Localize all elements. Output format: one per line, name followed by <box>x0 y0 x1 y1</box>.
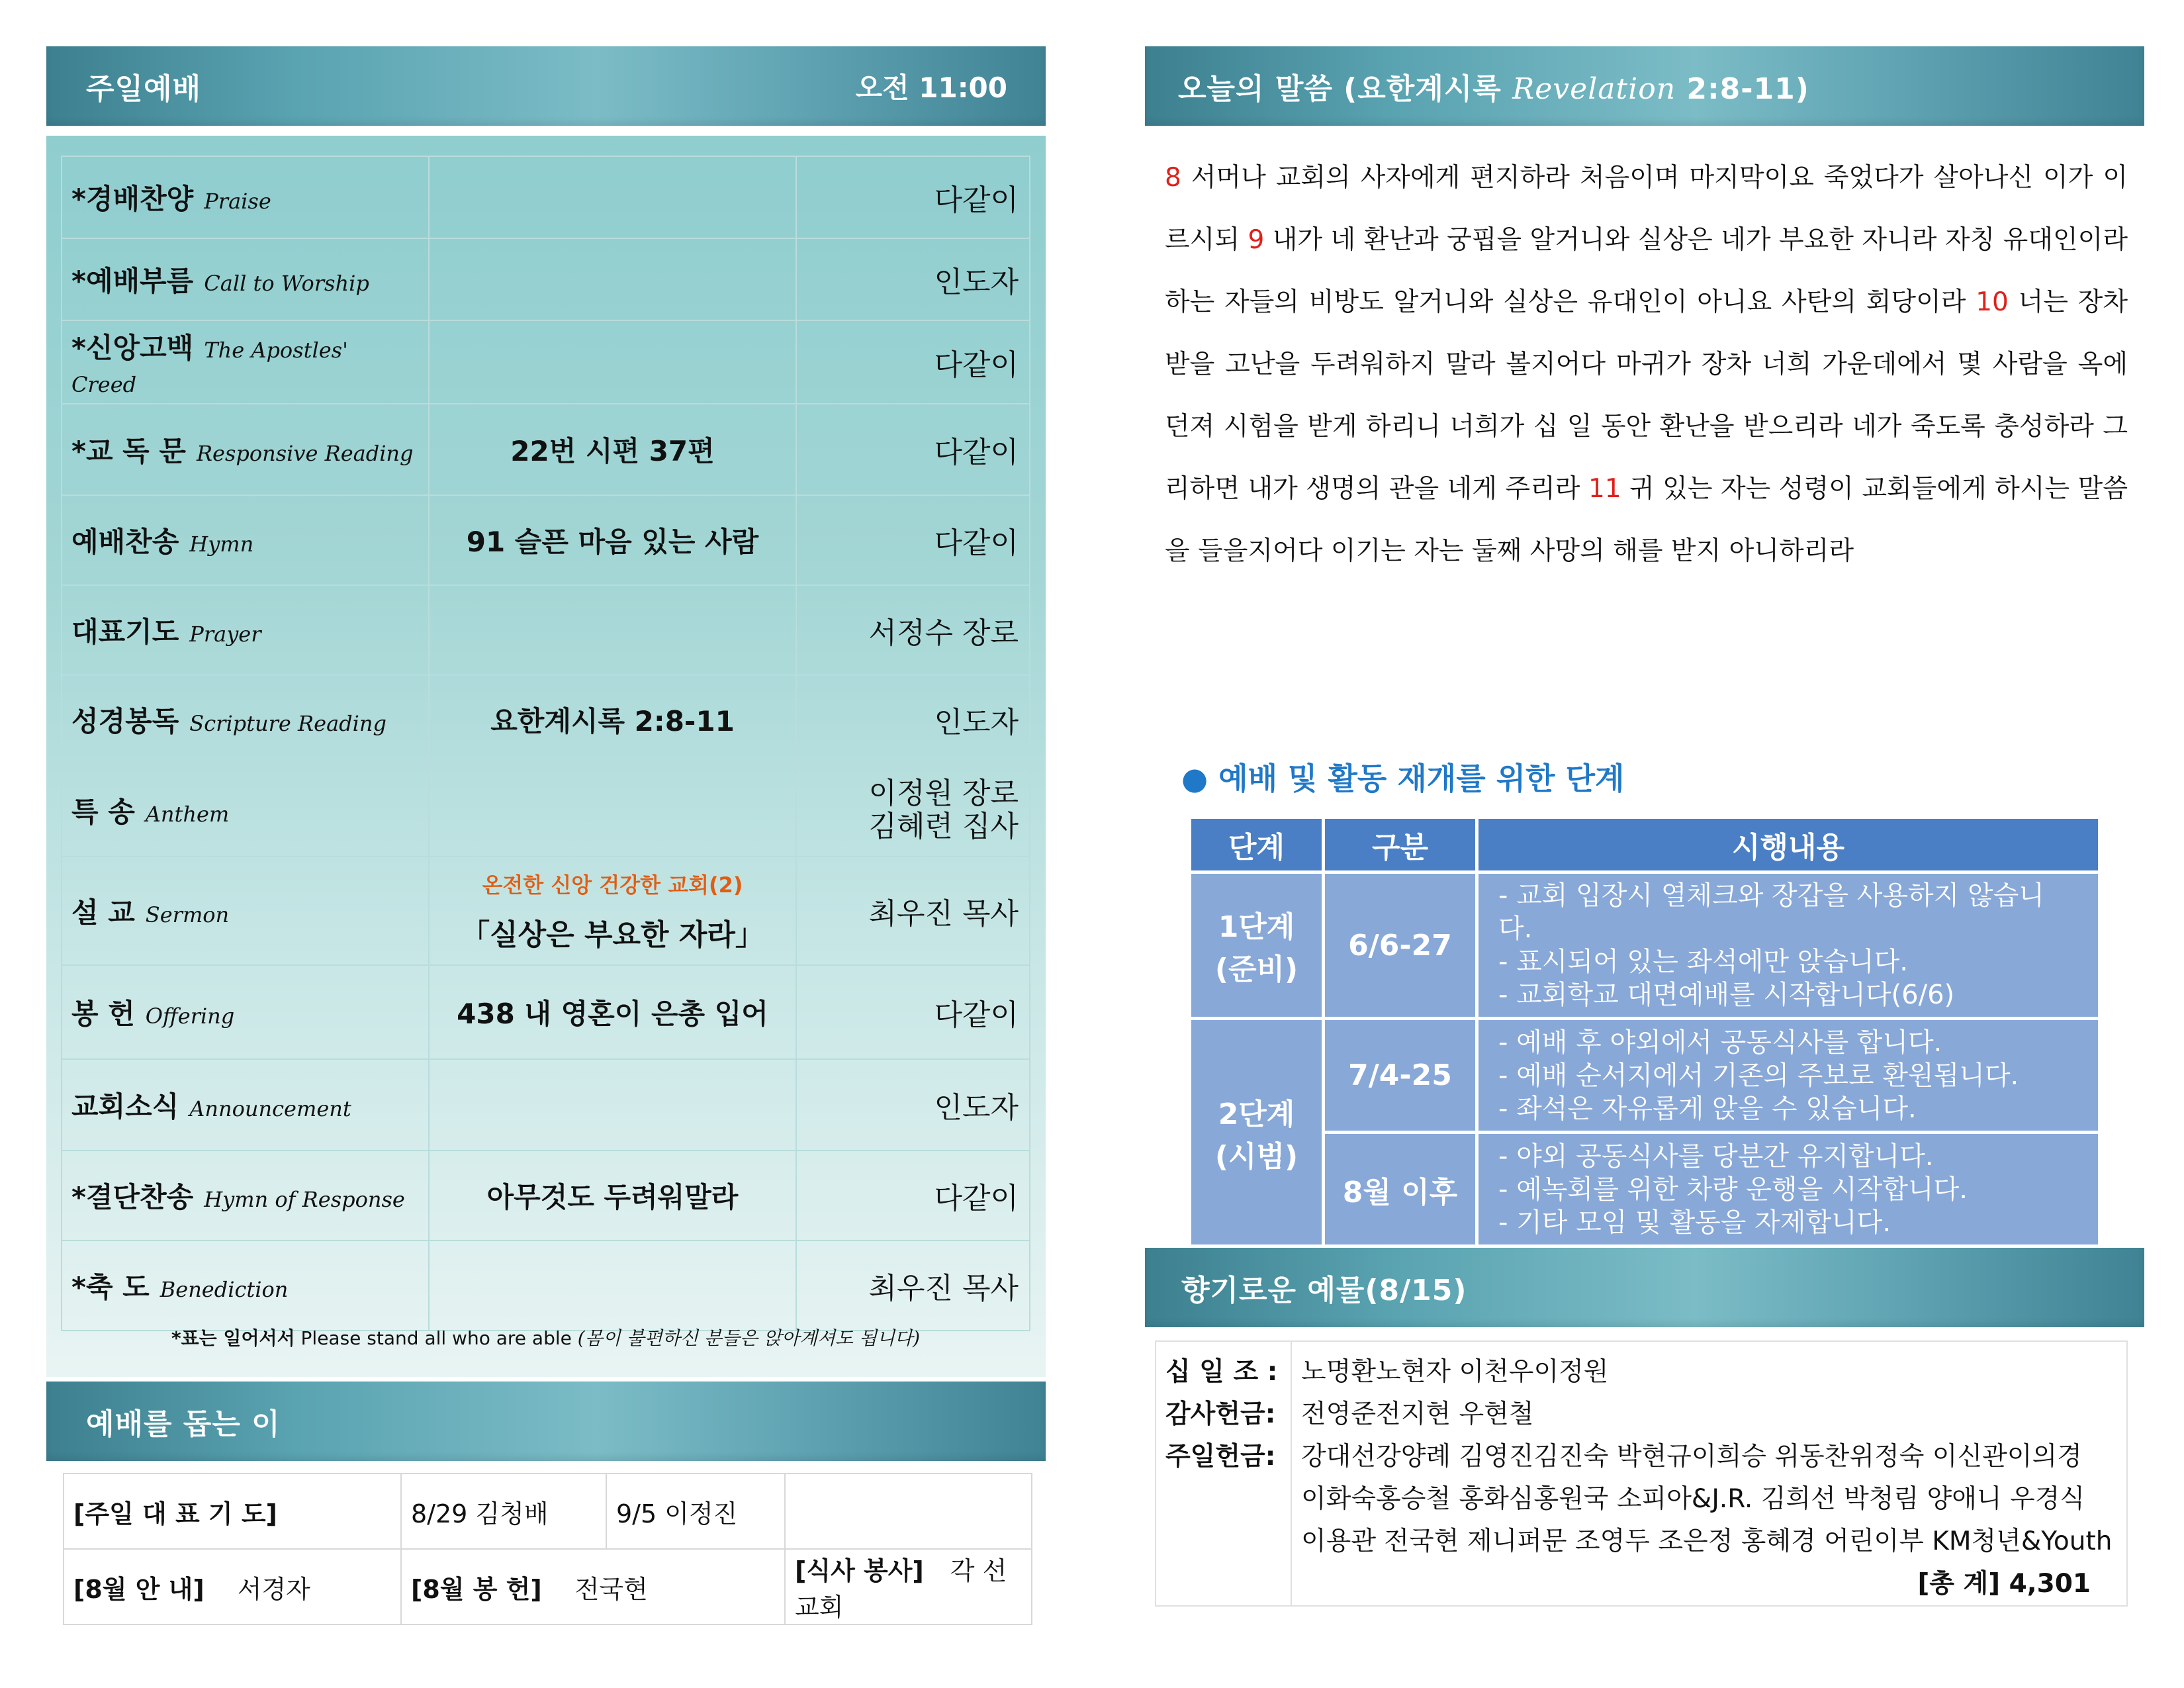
item-detail: 아무것도 두려워말라 <box>429 1150 796 1241</box>
item-leader: 인도자 <box>796 675 1030 764</box>
item-english: Anthem <box>145 802 230 827</box>
item-detail <box>429 764 796 857</box>
period: 6/6-27 <box>1324 872 1477 1019</box>
item-detail <box>429 156 796 238</box>
table-row <box>62 965 1030 1059</box>
sunday-names: 강대선강양례 김영진김진숙 박현규이희승 위동찬위정숙 이신관이의경 <box>1301 1442 2082 1472</box>
column-header: 구분 <box>1324 818 1477 872</box>
item-leader: 최우진 목사 <box>796 1241 1030 1331</box>
scripture-banner <box>1145 46 2144 126</box>
table-header-row <box>1190 818 2100 872</box>
item-english: Sermon <box>145 902 230 927</box>
offering-helper-name: 전국현 <box>574 1574 648 1604</box>
scripture-title-reference: 2:8-11) <box>1686 72 1809 106</box>
tithe-names: 노명환노현자 이천우이정원 <box>1301 1357 1609 1387</box>
item-name: 설 교 <box>71 896 135 929</box>
item-detail: 91 슬픈 마음 있는 사람 <box>429 495 796 585</box>
prayer-date-1: 8/29 김청배 <box>401 1474 606 1549</box>
item-detail <box>429 1241 796 1331</box>
meal-name: 각 선교회 <box>795 1556 1007 1622</box>
offering-total <box>1301 1563 2117 1605</box>
item-english: The Apostles' Creed <box>71 337 348 397</box>
item-detail <box>429 585 796 675</box>
period: 8월 이후 <box>1324 1133 1477 1246</box>
verse-text: 서머나 교회의 사자에게 편지하라 처음이며 마지막이요 죽었다가 살아나신 이가 이르시되 <box>1165 163 2128 255</box>
offering-helper-label: [8월 봉 헌] <box>411 1574 542 1604</box>
guide-name: 서경자 <box>237 1574 310 1604</box>
item-detail: 22번 시편 37편 <box>429 404 796 495</box>
list-item: - 예배 순서지에서 기존의 주보로 환원됩니다. <box>1498 1060 2019 1091</box>
offering-banner <box>1145 1248 2144 1327</box>
list-item: - 기타 모임 및 활동을 자제합니다. <box>1498 1207 1891 1238</box>
table-row <box>1190 1019 2100 1133</box>
stage-sublabel: (준비) <box>1214 953 1298 986</box>
list-item: - 교회학교 대면예배를 시작합니다(6/6) <box>1498 980 1955 1010</box>
table-row <box>62 495 1030 585</box>
table-row <box>62 675 1030 764</box>
item-english: Prayer <box>189 622 261 647</box>
sunday-label: 주일헌금: <box>1165 1442 1276 1472</box>
helpers-banner <box>46 1382 1046 1461</box>
item-english: Hymn <box>189 532 254 557</box>
table-row <box>62 156 1030 238</box>
item-english: Scripture Reading <box>189 711 387 736</box>
item-english: Praise <box>204 189 271 214</box>
total-label: [총 계] <box>1917 1569 2001 1599</box>
helpers-title: 예배를 돕는 이 <box>86 1407 281 1441</box>
item-name: 특 송 <box>71 796 135 828</box>
item-english: Offering <box>145 1004 235 1029</box>
offering-table <box>1155 1340 2128 1607</box>
offering-title: 향기로운 예물(8/15) <box>1181 1274 1467 1307</box>
reopening-steps-table <box>1188 816 2101 1248</box>
table-row <box>62 585 1030 675</box>
order-of-worship-panel <box>46 136 1046 1377</box>
table-row <box>64 1474 1032 1549</box>
item-english: Call to Worship <box>204 271 369 296</box>
prayer-date-2: 9/5 이정진 <box>606 1474 785 1549</box>
item-leader: 다같이 <box>796 495 1030 585</box>
total-value: 4,301 <box>2009 1569 2091 1599</box>
item-name: 대표기도 <box>71 616 179 648</box>
guide-label: [8월 안 내] <box>73 1574 205 1604</box>
list-item: - 예녹회를 위한 차량 운행을 시작합니다. <box>1498 1174 1968 1205</box>
stage-sublabel: (시범) <box>1214 1139 1298 1174</box>
item-leader: 다같이 <box>796 156 1030 238</box>
verse-text: 너는 장차 받을 고난을 두려워하지 말라 볼지어다 마귀가 장차 너희 가운데에서 몇 사람을 옥에 던져 시험을 받게 하리니 너희가 십 일 동안 환난을 받으리라 네가 죽도록 충성하라 그리하면 내가 생명의 관을 네게 주리라 <box>1165 287 2128 504</box>
stand-note-english: Please stand all who are able <box>300 1327 572 1349</box>
item-detail: 요한계시록 2:8-11 <box>429 675 796 764</box>
item-english: Hymn of Response <box>204 1187 405 1212</box>
item-leader: 다같이 <box>796 1150 1030 1241</box>
stand-note-italic: (몸이 불편하신 분들은 앉아계셔도 됩니다) <box>577 1327 921 1349</box>
item-leader: 서정수 장로 <box>796 585 1030 675</box>
thanks-label: 감사헌금: <box>1165 1399 1276 1429</box>
sunday-names: 이용관 전국현 제니퍼문 조영두 조은정 홍혜경 어린이부 KM청년&Youth <box>1301 1526 2113 1556</box>
item-detail <box>429 320 796 404</box>
thanks-names: 전영준전지현 우현철 <box>1301 1399 1534 1429</box>
table-row <box>62 1059 1030 1150</box>
stage-label: 1단계 <box>1218 910 1295 944</box>
table-row <box>62 404 1030 495</box>
item-leader: 인도자 <box>796 238 1030 320</box>
list-item: - 예배 후 야외에서 공동식사를 합니다. <box>1498 1027 1942 1058</box>
worship-banner <box>46 46 1046 126</box>
item-leader: 최우진 목사 <box>796 857 1030 965</box>
tithe-label: 십 일 조 : <box>1165 1357 1278 1387</box>
item-name: *신앙고백 <box>71 331 194 364</box>
item-detail: 438 내 영혼이 은총 입어 <box>429 965 796 1059</box>
item-name: *축 도 <box>71 1271 150 1303</box>
verse-number: 8 <box>1165 163 1181 193</box>
item-name: 성경봉독 <box>71 705 179 737</box>
verse-number: 11 <box>1588 474 1621 504</box>
item-english: Responsive Reading <box>196 441 414 466</box>
item-name: *결단찬송 <box>71 1181 194 1213</box>
verse-number: 9 <box>1248 225 1265 255</box>
verse-text: 귀 있는 자는 성령이 교회들에게 하시는 말씀을 들을지어다 이기는 자는 둘째 사망의 해를 받지 아니하리라 <box>1165 474 2128 566</box>
item-leader-2: 김혜련 집사 <box>868 810 1019 843</box>
table-row <box>62 1241 1030 1331</box>
verse-text: 내가 네 환난과 궁핍을 알거니와 실상은 네가 부요한 자니라 자칭 유대인이라 하는 자들의 비방도 알거니와 실상은 유대인이 아니요 사탄의 회당이라 <box>1165 225 2128 317</box>
column-header: 단계 <box>1190 818 1324 872</box>
list-item: - 야외 공동식사를 당분간 유지합니다. <box>1498 1141 1934 1172</box>
list-item: - 표시되어 있는 좌석에만 앉습니다. <box>1498 947 1908 977</box>
item-name: 봉 헌 <box>71 998 135 1030</box>
scripture-text <box>1165 147 2128 583</box>
item-name: 예배찬송 <box>71 526 179 558</box>
item-name: *예배부름 <box>71 265 194 297</box>
column-header: 시행내용 <box>1477 818 2100 872</box>
table-row <box>62 320 1030 404</box>
table-row <box>62 857 1030 965</box>
verse-number: 10 <box>1976 287 2009 317</box>
item-detail <box>429 1059 796 1150</box>
item-name: *교 독 문 <box>71 435 186 467</box>
item-detail <box>429 238 796 320</box>
table-row <box>1190 1133 2100 1246</box>
item-english: Announcement <box>189 1096 351 1121</box>
list-item: - 좌석은 자유롭게 앉을 수 있습니다. <box>1498 1093 1917 1124</box>
table-row <box>64 1549 1032 1624</box>
item-leader: 다같이 <box>796 320 1030 404</box>
scripture-title: 오늘의 말씀 (요한계시록 <box>1178 72 1502 106</box>
helpers-table <box>63 1473 1032 1625</box>
stand-note-bold: *표는 일어서서 <box>171 1327 295 1349</box>
table-row <box>62 764 1030 857</box>
meal-label: [식사 봉사] <box>795 1556 924 1585</box>
item-leader: 인도자 <box>796 1059 1030 1150</box>
scripture-title-english: Revelation <box>1512 72 1676 106</box>
item-name: 교회소식 <box>71 1090 179 1123</box>
table-row <box>1156 1341 2127 1606</box>
table-row <box>62 238 1030 320</box>
period: 7/4-25 <box>1324 1019 1477 1133</box>
table-row <box>62 1150 1030 1241</box>
item-leader: 다같이 <box>796 404 1030 495</box>
worship-title: 주일예배 <box>86 72 202 106</box>
prayer-label: [주일 대 표 기 도] <box>64 1474 401 1549</box>
sermon-series: 온전한 신앙 건강한 교회(2) <box>482 872 743 898</box>
item-name: *경배찬양 <box>71 183 194 215</box>
sunday-names: 이화숙홍승철 홍화심홍원국 소피아&J.R. 김희선 박청림 양애니 우경식 <box>1301 1484 2085 1514</box>
item-english: Benediction <box>159 1277 289 1302</box>
sermon-title: 「실상은 부요한 자라」 <box>461 918 764 952</box>
stand-note <box>61 1324 1030 1350</box>
item-leader: 다같이 <box>796 965 1030 1059</box>
item-leader: 이정원 장로 <box>868 776 1019 810</box>
steps-heading: ● 예배 및 활동 재개를 위한 단계 <box>1181 761 1625 796</box>
worship-time: 오전 11:00 <box>855 71 1007 104</box>
table-row <box>1190 872 2100 1019</box>
list-item: - 교회 입장시 열체크와 장갑을 사용하지 않습니다. <box>1498 880 2044 944</box>
stage-label: 2단계 <box>1218 1097 1295 1131</box>
order-of-worship-table <box>61 156 1030 1331</box>
